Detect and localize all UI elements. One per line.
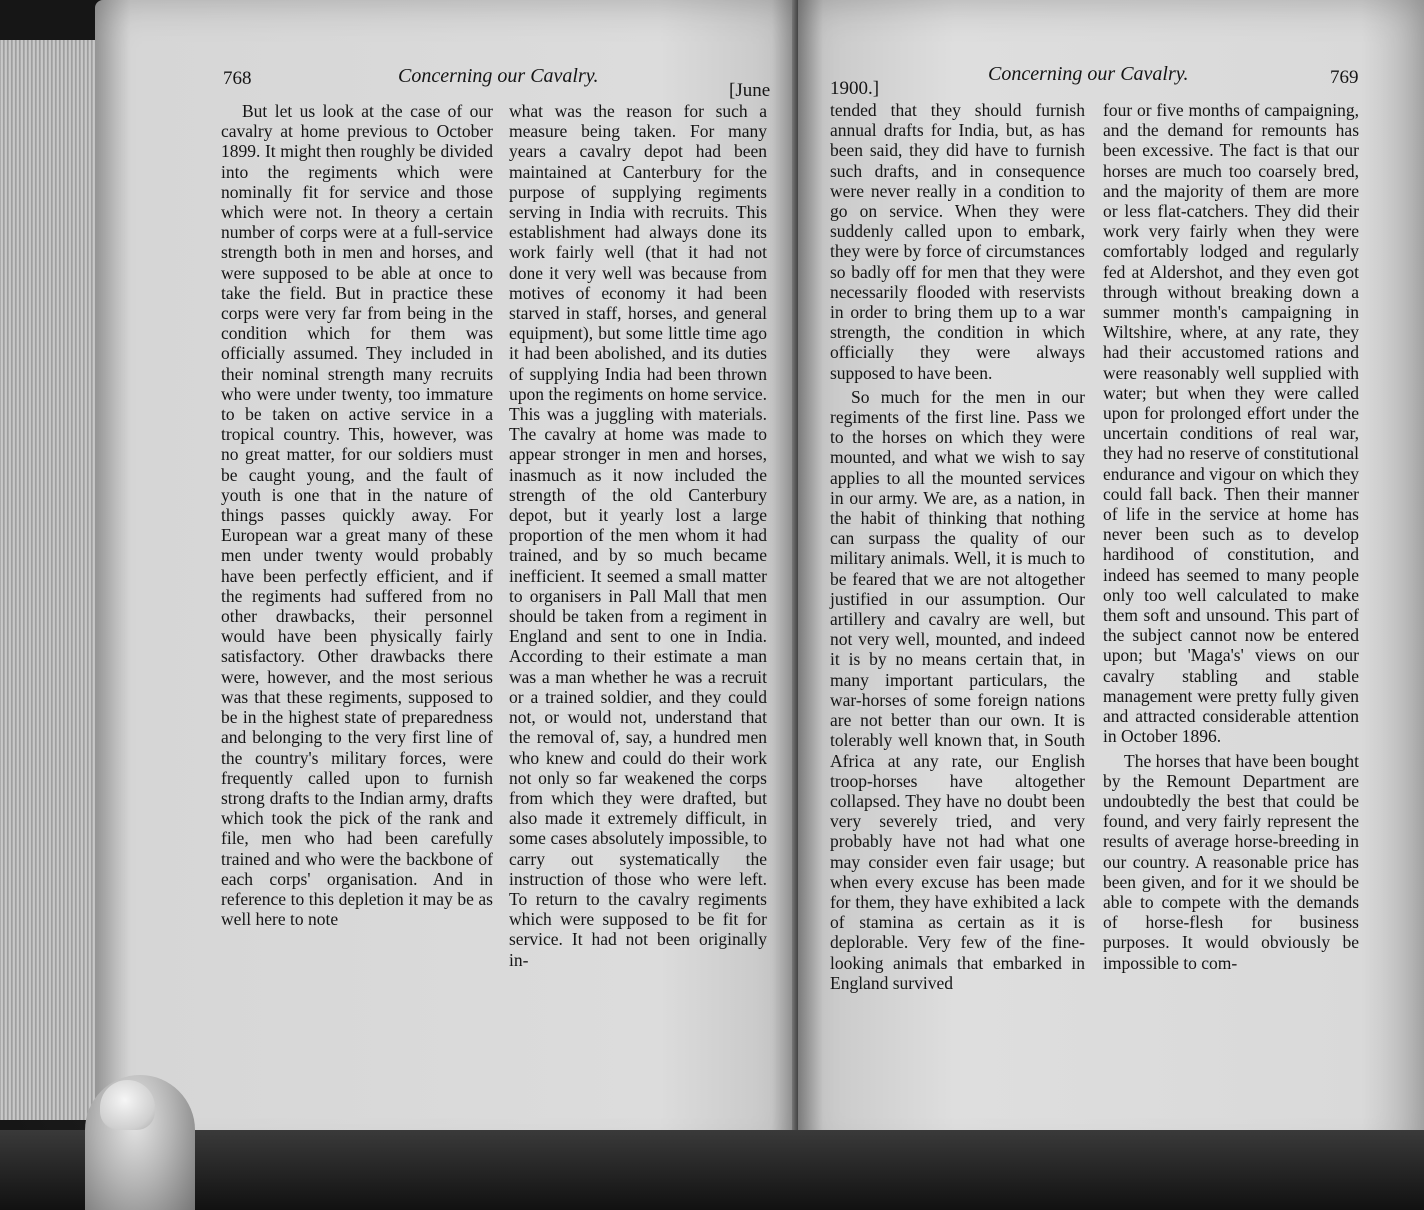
- thumbnail: [100, 1080, 155, 1130]
- paragraph: tended that they should furnish annual drafts for India, but, as has been said, they did have to furnish such drafts, and in consequence were never really in a condition to go on service. When they were suddenly called upon to embark, they were by force of circumstances so badly off for men that they were necessarily flooded with reservists in order to bring them up to a war strength, the condition in which officially they were always supposed to have been.: [830, 100, 1085, 383]
- right-page: [798, 0, 1424, 1160]
- right-column-1: [830, 100, 1085, 993]
- table-shadow: [0, 1130, 1424, 1210]
- right-column-2: [1103, 100, 1359, 973]
- paragraph: four or five months of campaigning, and the demand for remounts has been excessive. The fact is that our horses are much too coarsely bred, and the majority of them are more or less flat-catchers. They did their work very fairly when they were comfortably lodged and regularly fed at Aldershot, and they even got through without breaking down a summer month's campaigning in Wiltshire, where, at any rate, they had their accustomed rations and were reasonably well supplied with water; but when they were called upon for prolonged effort under the uncertain conditions of real war, they had no reserve of constitutional endurance and vigour on which they could fall back. Then their manner of life in the service at home has never been such as to develop hardihood of constitution, and indeed has seemed to many people only too well calculated to make them soft and unsound. This part of the subject cannot now be entered upon; but 'Maga's' views on our cavalry stabling and stable management were pretty fully given and attracted considerable attention in October 1896.: [1103, 100, 1359, 747]
- left-page-number: 768: [223, 68, 252, 89]
- right-running-title: Concerning our Cavalry.: [988, 63, 1189, 85]
- paragraph: But let us look at the case of our cavalry at home previous to October 1899. It might then roughly be divided into the regiments which were nominally fit for service and those which were not. In theory a certain number of corps were at a full-service strength both in men and horses, and were supposed to be able at once to take the field. But in practice these corps were very far from being in the condition which for them was officially assumed. They included in their nominal strength many recruits who were under twenty, too immature to be taken on active service in a tropical country. This, however, was no great matter, for our soldiers must be caught young, and the fault of youth is one that in the nature of things passes quickly away. For European war a great many of these men under twenty would probably have been perfectly efficient, and if the regiments had suffered from no other drawbacks, their personnel would have been physically fairly satisfactory. Other drawbacks there were, however, and the most serious was that these regiments, supposed to be in the highest state of preparedness and belonging to the very first line of the country's military forces, were frequently called upon to furnish strong drafts to the Indian army, drafts which took the pick of the rank and file, men who had been carefully trained and who were the backbone of each corps' organisation. And in reference to this depletion it may be as well here to note: [221, 101, 493, 930]
- left-page: [95, 0, 800, 1160]
- left-column-1: [221, 101, 493, 929]
- paragraph: what was the reason for such a measure being taken. For many years a cavalry depot had been maintained at Canterbury for the purpose of supplying regiments serving in India with recruits. This establishment had always done its work fairly well (that it had not done it very well was because from motives of economy it had been starved in staff, horses, and general equipment), but some little time ago it had been abolished, and its duties of supplying India had been thrown upon the regiments on home service. This was a juggling with materials. The cavalry at home was made to appear stronger in men and horses, inasmuch as it now included the strength of the old Canterbury depot, but it yearly lost a large proportion of the men whom it had trained, and by so much became inefficient. It seemed a small matter to organisers in Pall Mall that men should be taken from a regiment in England and sent to one in India. According to their estimate a man was a man whether he was a recruit or a trained soldier, and they could not, or would not, understand that the removal of, say, a hundred men who knew and could do their work not only so far weakened the corps from which they were drafted, but also made it extremely difficult, in some cases absolutely impossible, to carry out systematically the instruction of those who were left. To return to the cavalry regiments which were supposed to be fit for service. It had not been originally in-: [509, 101, 767, 970]
- right-page-number: 769: [1330, 67, 1359, 88]
- left-running-title: Concerning our Cavalry.: [398, 65, 599, 87]
- left-column-2: [509, 101, 767, 970]
- paragraph: The horses that have been bought by the Remount Department are undoubtedly the best that could be found, and very fairly represent the results of average horse-breeding in our country. A reasonable price has been given, and for it we should be able to compete with the demands of horse-flesh for business purposes. It would obviously be impossible to com-: [1103, 750, 1359, 973]
- left-date-mark: [June: [729, 80, 771, 101]
- paragraph: So much for the men in our regiments of the first line. Pass we to the horses on which they were mounted, and what we wish to say applies to all the mounted services in our army. We are, as a nation, in the habit of thinking that nothing can surpass the quality of our military animals. Well, it is much to be feared that we are not altogether justified in our assumption. Our artillery and cavalry are well, but not very well, mounted, and indeed it is by no means certain that, in many important particulars, the war-horses of some foreign nations are not better than our own. It is tolerably well known that, in South Africa at any rate, our English troop-horses have altogether collapsed. They have no doubt been very severely tried, and very probably have not had what one may consider even fair usage; but when every excuse has been made for them, they have exhibited a lack of stamina as certain as it is deplorable. Very few of the fine-looking animals that embarked in England survived: [830, 386, 1085, 993]
- right-date-mark: 1900.]: [830, 78, 880, 99]
